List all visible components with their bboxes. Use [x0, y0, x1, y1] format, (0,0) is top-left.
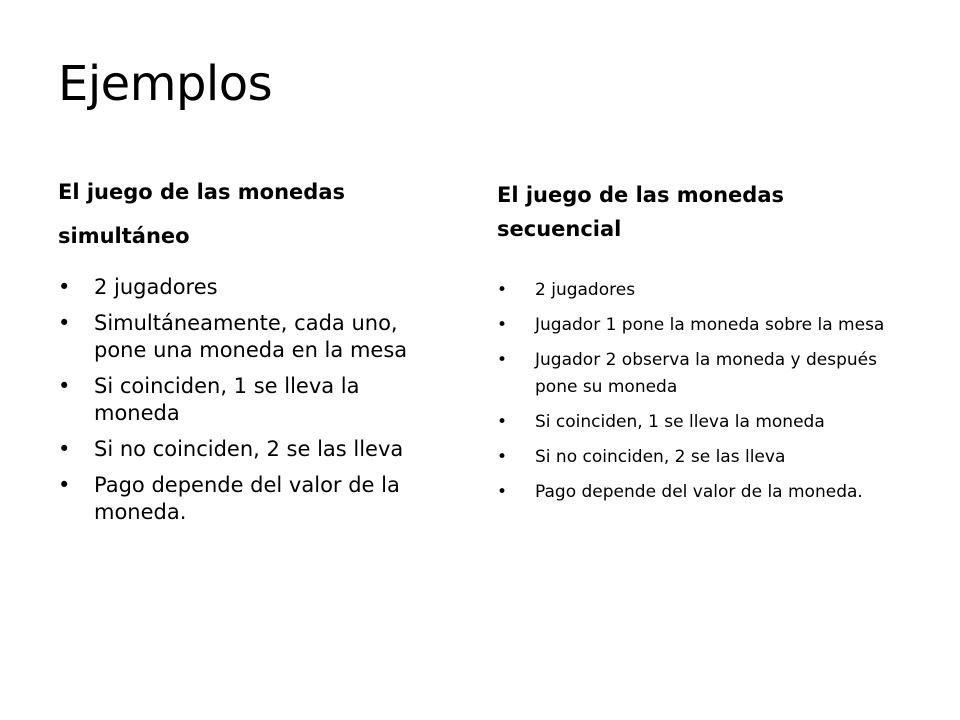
- list-item-text: Pago depende del valor de la moneda.: [535, 482, 863, 502]
- bullet-icon: •: [497, 315, 508, 335]
- left-bullet-list: [58, 274, 448, 535]
- left-column-heading: [58, 170, 458, 258]
- bullet-icon: •: [58, 311, 71, 335]
- bullet-icon: •: [497, 280, 508, 300]
- bullet-icon: •: [497, 412, 508, 432]
- bullet-icon: •: [58, 275, 71, 299]
- list-item-text: Si coinciden, 1 se lleva la moneda: [94, 374, 360, 425]
- right-bullet-list: [497, 277, 897, 514]
- list-item-text: 2 jugadores: [535, 280, 636, 300]
- list-item-text: Simultáneamente, cada uno, pone una moneda en la mesa: [94, 311, 408, 362]
- bullet-icon: •: [497, 350, 508, 370]
- list-item: [497, 444, 897, 471]
- list-item: [58, 310, 448, 364]
- list-item: [497, 277, 897, 304]
- list-item: [58, 274, 448, 301]
- list-item: [58, 373, 448, 427]
- list-item-text: Si no coinciden, 2 se las lleva: [535, 447, 786, 467]
- list-item: [58, 472, 448, 526]
- list-item: [497, 409, 897, 436]
- bullet-icon: •: [58, 473, 71, 497]
- bullet-icon: •: [58, 374, 71, 398]
- list-item-text: Si coinciden, 1 se lleva la moneda: [535, 412, 825, 432]
- left-heading-line-2: simultáneo: [58, 224, 190, 248]
- list-item-text: Jugador 1 pone la moneda sobre la mesa: [535, 315, 885, 335]
- list-item-text: Si no coinciden, 2 se las lleva: [94, 437, 404, 461]
- list-item: [497, 347, 897, 401]
- list-item-text: 2 jugadores: [94, 275, 218, 299]
- list-item-text: Jugador 2 observa la moneda y después pone su moneda: [535, 350, 877, 397]
- right-heading-line-2: secuencial: [497, 217, 622, 241]
- list-item: [497, 312, 897, 339]
- bullet-icon: •: [497, 482, 508, 502]
- bullet-icon: •: [497, 447, 508, 467]
- list-item: [497, 479, 897, 506]
- slide-title: Ejemplos: [58, 56, 273, 112]
- bullet-icon: •: [58, 437, 71, 461]
- list-item-text: Pago depende del valor de la moneda.: [94, 473, 400, 524]
- left-heading-line-1: El juego de las monedas: [58, 180, 345, 204]
- right-column-heading: [497, 178, 897, 246]
- right-heading-line-1: El juego de las monedas: [497, 183, 784, 207]
- list-item: [58, 436, 448, 463]
